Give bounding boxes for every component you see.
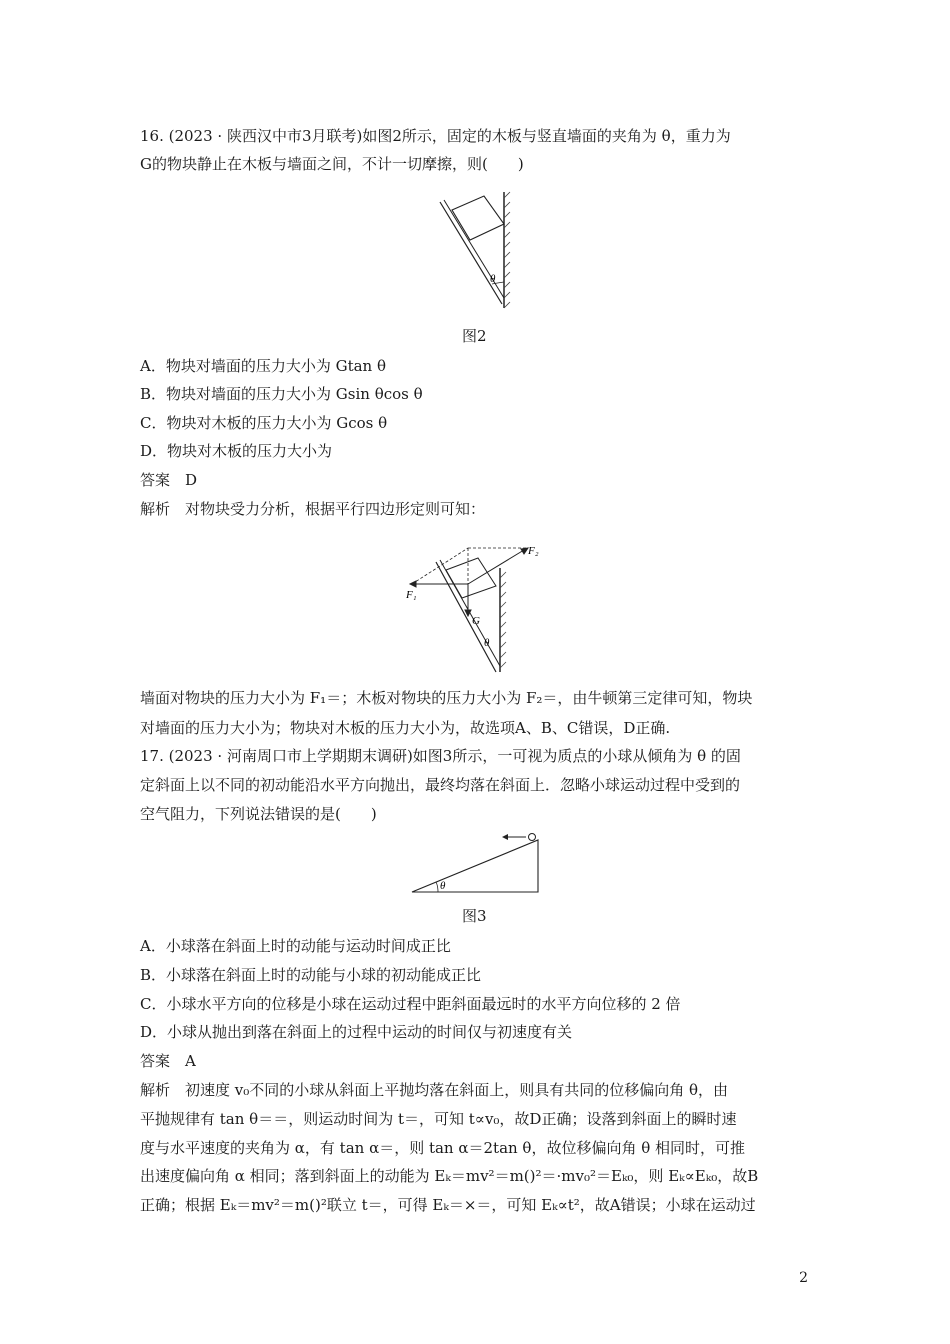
q17-analysis-line5: 正确；根据 Eₖ＝mv²＝m()²联立 t＝，可得 Eₖ＝×＝，可知 Eₖ∝t²，故A错误；小球在运动过 — [140, 1196, 756, 1214]
figure-3-caption: 图3 — [462, 907, 487, 925]
q17-stem-line1: 17. (2023 · 河南周口市上学期期末调研)如图3所示，一可视为质点的小球从倾角为 θ 的固 — [140, 747, 741, 765]
theta-label: θ — [484, 637, 490, 649]
q17-stem-line3: 空气阻力，下列说法错误的是( ) — [140, 805, 377, 823]
force-arrows — [410, 548, 528, 616]
q17-analysis-line3: 度与水平速度的夹角为 α，有 tan α＝，则 tan α＝2tan θ，故位移偏向角 θ 相同时，可推 — [140, 1139, 746, 1157]
incline-triangle — [412, 840, 538, 892]
board-line — [440, 202, 502, 304]
q17-option-a: A．小球落在斜面上时的动能与运动时间成正比 — [140, 937, 451, 955]
f2-label: F₂ — [528, 545, 539, 557]
q17-option-b: B．小球落在斜面上时的动能与小球的初动能成正比 — [140, 966, 482, 984]
page-number: 2 — [799, 1270, 808, 1286]
block — [452, 196, 504, 240]
q16-analysis-line1: 墙面对物块的压力大小为 F₁＝；木板对物块的压力大小为 F₂＝，由牛顿第三定律可知，物块 — [140, 689, 753, 707]
figure-2-caption: 图2 — [462, 327, 487, 345]
velocity-arrowhead — [502, 834, 508, 840]
wall-hatching — [500, 572, 506, 668]
figure-force-diagram — [400, 538, 550, 678]
f1-label: F₁ — [406, 589, 417, 601]
figure-3-incline — [408, 828, 548, 898]
q17-analysis-line2: 平抛规律有 tan θ＝＝，则运动时间为 t＝，可知 t∝v₀，故D正确；设落到斜面上的瞬时速 — [140, 1110, 737, 1128]
q16-option-b: B．物块对墙面的压力大小为 Gsin θcos θ — [140, 385, 423, 403]
board-line — [436, 562, 496, 672]
wall-hatching — [504, 192, 510, 308]
q16-analysis-intro: 解析 对物块受力分析，根据平行四边形定则可知： — [140, 500, 486, 518]
block — [446, 558, 496, 598]
theta-label: θ — [440, 880, 446, 892]
q17-analysis-line4: 出速度偏向角 α 相同；落到斜面上的动能为 Eₖ＝mv²＝m()²＝·mv₀²＝Eₖ₀，则 Eₖ∝Eₖ₀，故B — [140, 1167, 759, 1185]
construction-lines — [412, 548, 528, 584]
angle-arc — [436, 882, 438, 892]
q17-analysis-line1: 解析 初速度 v₀不同的小球从斜面上平抛均落在斜面上，则具有共同的位移偏向角 θ，由 — [140, 1081, 729, 1099]
figure-2-board-wall — [430, 188, 520, 313]
q17-option-c: C．小球水平方向的位移是小球在运动过程中距斜面最远时的水平方向位移的 2 倍 — [140, 995, 681, 1013]
q16-stem-line1: 16. (2023 · 陕西汉中市3月联考)如图2所示，固定的木板与竖直墙面的夹角为 θ，重力为 — [140, 127, 731, 145]
q16-option-a: A．物块对墙面的压力大小为 Gtan θ — [140, 357, 387, 375]
g-label: G — [472, 615, 480, 627]
q16-answer: 答案 D — [140, 471, 198, 489]
ball — [529, 834, 536, 841]
q16-option-d: D．物块对木板的压力大小为 — [140, 442, 333, 460]
q17-option-d: D．小球从抛出到落在斜面上的过程中运动的时间仅与初速度有关 — [140, 1023, 573, 1041]
q16-stem-line2: G的物块静止在木板与墙面之间，不计一切摩擦，则( ) — [140, 155, 524, 173]
theta-label: θ — [490, 273, 496, 285]
q17-stem-line2: 定斜面上以不同的初动能沿水平方向抛出，最终均落在斜面上．忽略小球运动过程中受到的 — [140, 776, 741, 794]
q17-answer: 答案 A — [140, 1052, 196, 1070]
q16-option-c: C．物块对木板的压力大小为 Gcos θ — [140, 414, 388, 432]
q16-analysis-line2: 对墙面的压力大小为；物块对木板的压力大小为，故选项A、B、C错误，D正确. — [140, 719, 671, 737]
